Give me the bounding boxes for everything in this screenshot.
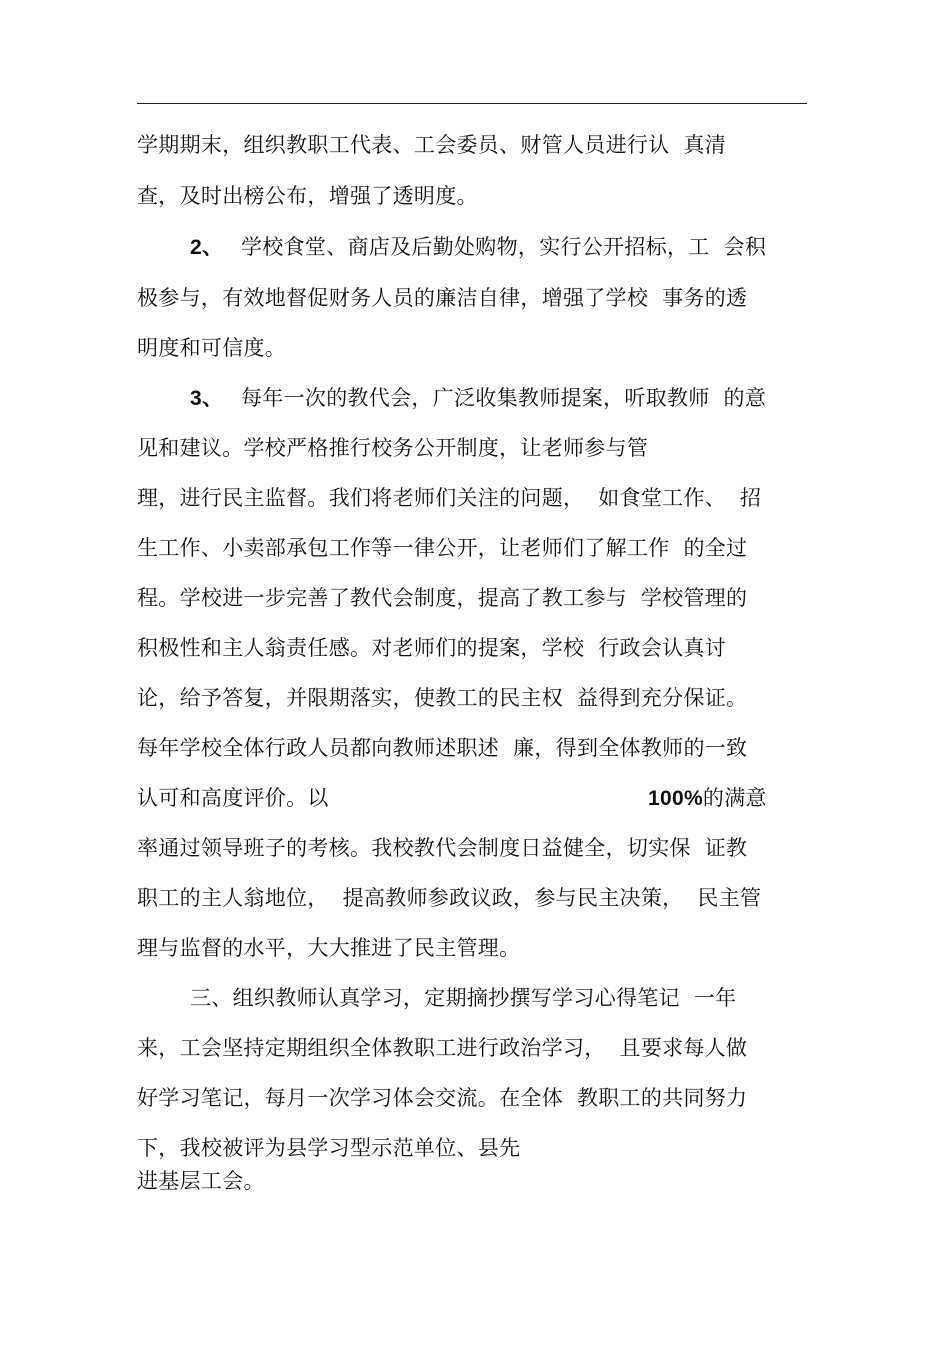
text-line: 好学习笔记，每月一次学习体会交流。在全体 教职工的共同努力 [137, 1086, 748, 1110]
text-line: 查，及时出榜公布，增强了透明度。 [137, 184, 478, 208]
percent-number: 100% [648, 787, 703, 810]
text-line: 见和建议。学校严格推行校务公开制度，让老师参与管 [137, 436, 649, 460]
text-line: 理，进行民主监督。我们将老师们关注的问题， 如食堂工作、 招 [137, 486, 762, 510]
text-line: 每年一次的教代会，广泛收集教师提案，听取教师 的意 [241, 386, 767, 410]
header-rule [137, 103, 807, 104]
text-line: 程。学校进一步完善了教代会制度，提高了教工参与 学校管理的 [137, 586, 748, 610]
text-line: 率通过领导班子的考核。我校教代会制度日益健全，切实保 证教 [137, 836, 748, 860]
text-line: 职工的主人翁地位， 提高教师参政议政，参与民主决策， 民主管 [137, 886, 762, 910]
percent-value [648, 783, 767, 813]
text-line: 下，我校被评为县学习型示范单位、县先 [137, 1136, 521, 1160]
text-line: 明度和可信度。 [137, 336, 287, 360]
text-line: 积极性和主人翁责任感。对老师们的提案，学校 行政会认真讨 [137, 636, 727, 660]
text-line: 生工作、小卖部承包工作等一律公开，让老师们了解工作 的全过 [137, 536, 748, 560]
text-line: 理与监督的水平，大大推进了民主管理。 [137, 936, 521, 960]
text-line: 学校食堂、商店及后勤处购物，实行公开招标，工 会积 [241, 235, 767, 259]
text-line: 学期期末，组织教职工代表、工会委员、财管人员进行认 真清 [137, 133, 727, 157]
text-line: 来，工会坚持定期组织全体教职工进行政治学习， 且要求每人做 [137, 1036, 748, 1060]
text-line: 认可和高度评价。以 [137, 786, 329, 810]
text-line: 论，给予答复，并限期落实，使教工的民主权 益得到充分保证。 [137, 686, 748, 710]
text-line: 每年学校全体行政人员都向教师述职述 廉，得到全体教师的一致 [137, 736, 748, 760]
text-line: 进基层工会。 [137, 1169, 265, 1193]
text-line: 极参与，有效地督促财务人员的廉洁自律，增强了学校 事务的透 [137, 286, 748, 310]
item-number-3: 3、 [190, 387, 224, 410]
percent-suffix: 的满意 [702, 786, 767, 810]
item-number-2: 2、 [190, 236, 224, 259]
section-heading: 三、组织教师认真学习，定期摘抄撰写学习心得笔记 一年 [190, 986, 737, 1010]
